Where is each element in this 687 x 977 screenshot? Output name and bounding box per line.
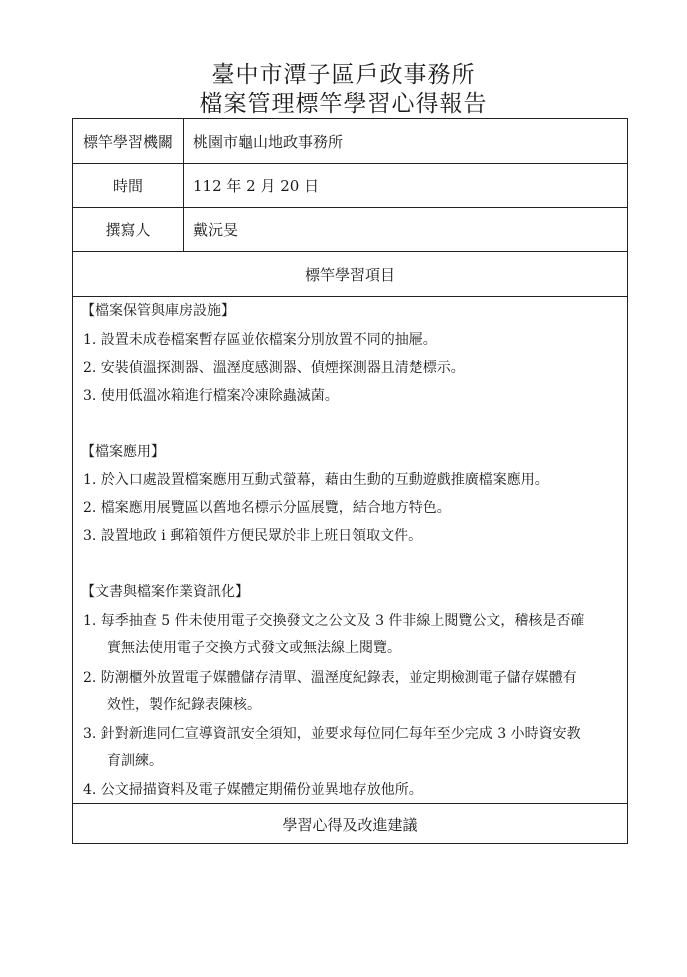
time-value: 112 年 2 月 20 日 (193, 177, 320, 195)
author-row (73, 208, 627, 252)
items-content-row (73, 297, 627, 804)
author-value: 戴沅旻 (193, 221, 239, 239)
author-label: 撰寫人 (73, 208, 184, 251)
items-header: 標竿學習項目 (304, 265, 395, 284)
list-item: 3. 設置地政 i 郵箱領件方便民眾於非上班日領取文件。 (83, 528, 423, 544)
institution-label: 標竿學習機關 (73, 119, 184, 163)
footer-header-row (73, 804, 627, 844)
section-title-storage: 【檔案保管與庫房設施】 (81, 303, 235, 319)
time-label: 時間 (73, 164, 184, 207)
list-item-continuation: 實無法使用電子交換方式發文或無法線上閱覽。 (107, 640, 401, 656)
items-header-row (73, 252, 627, 297)
institution-row (73, 119, 627, 164)
time-row (73, 164, 627, 208)
list-item: 3. 針對新進同仁宣導資訊安全須知，並要求每位同仁每年至少完成 3 小時資安教 (83, 726, 581, 742)
institution-value: 桃園市龜山地政事務所 (193, 132, 344, 151)
list-item: 4. 公文掃描資料及電子媒體定期備份並異地存放他所。 (83, 782, 423, 798)
list-item-continuation: 效性，製作紀錄表陳核。 (107, 697, 261, 713)
list-item: 2. 檔案應用展覽區以舊地名標示分區展覽，結合地方特色。 (83, 500, 451, 516)
list-item: 2. 安裝偵溫探測器、溫溼度感測器、偵煙探測器且清楚標示。 (83, 360, 465, 376)
section-title-digitization: 【文書與檔案作業資訊化】 (81, 584, 249, 600)
report-title-line1: 臺中市潭子區戶政事務所 (211, 62, 476, 88)
report-title-line2: 檔案管理標竿學習心得報告 (199, 91, 488, 117)
list-item: 3. 使用低溫冰箱進行檔案冷凍除蟲滅菌。 (83, 388, 339, 404)
section-title-application: 【檔案應用】 (81, 444, 165, 460)
list-item: 1. 每季抽查 5 件未使用電子交換發文之公文及 3 件非線上閱覽公文，稽核是否確 (83, 613, 585, 629)
footer-header: 學習心得及改進建議 (282, 815, 418, 834)
list-item-continuation: 育訓練。 (107, 753, 163, 769)
report-table (72, 118, 628, 844)
list-item: 2. 防潮櫃外放置電子媒體儲存清單、溫溼度紀錄表，並定期檢測電子儲存媒體有 (83, 670, 577, 686)
list-item: 1. 設置未成卷檔案暫存區並依檔案分別放置不同的抽屜。 (83, 332, 437, 348)
list-item: 1. 於入口處設置檔案應用互動式螢幕，藉由生動的互動遊戲推廣檔案應用。 (83, 472, 549, 488)
